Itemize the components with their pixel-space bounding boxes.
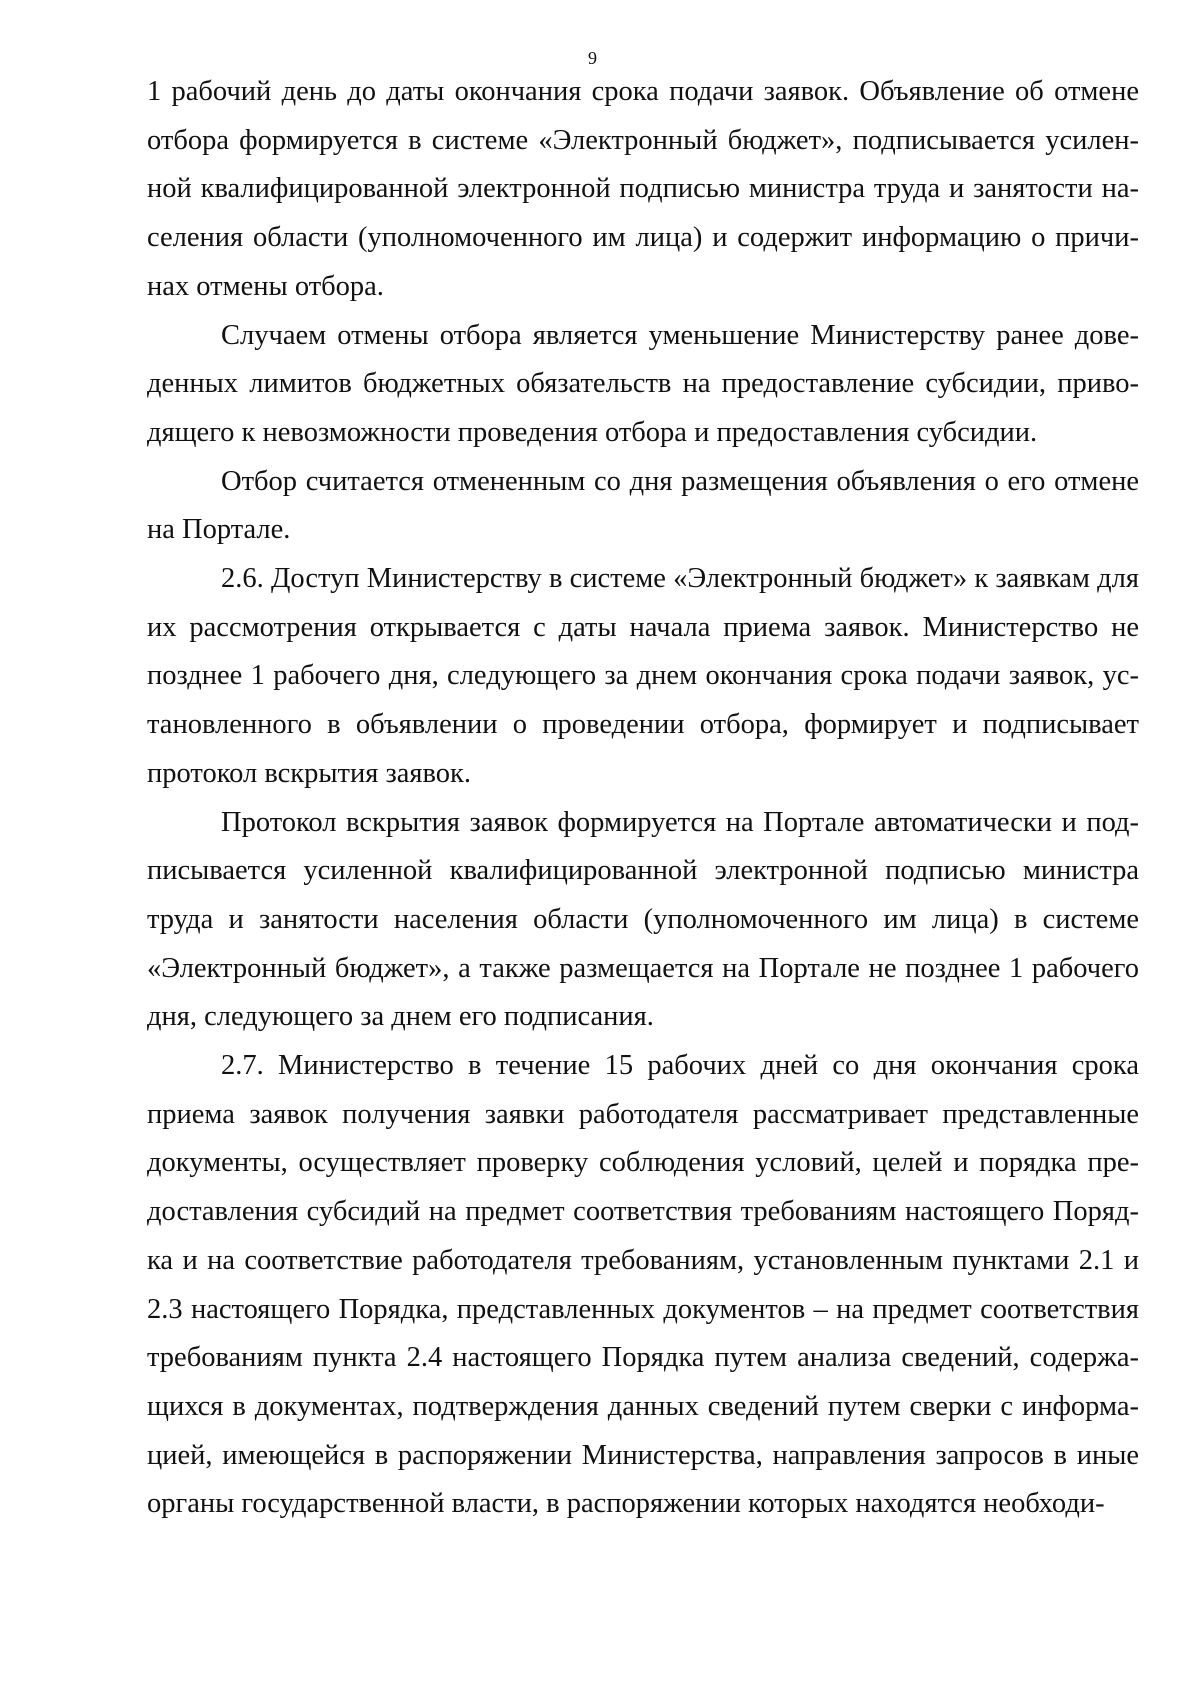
paragraph-cancellation-effective: Отбор считается отмененным со дня размещения объявления о его отмене на Портале. bbox=[147, 465, 1139, 546]
paragraph-2-7-review: 2.7. Министерство в течение 15 рабочих дней со дня окончания срока приема заявок получения заявки работодателя рассматривает представленные документы, осуществляет проверку соблюдения условий, целей и порядка предоставления субсидий на предмет соответствия требованиям настоящего Порядка и на соответствие работодателя требованиям, установленным пунктами 2.1 и 2.3 настоящего Порядка, представленных документов – на предмет соответствия требованиям пункта 2.4 настоящего Порядка путем анализа сведений, содержащихся в документах, подтверждения данных сведений путем сверки с информацией, имеющейся в распоряжении Министерства, направления запросов в иные органы государственной власти, в распоряжении которых находятся необходи- bbox=[147, 1050, 1139, 1520]
paragraph-cancellation-notice: 1 рабочий день до даты окончания срока подачи заявок. Объявление об отмене отбора формируется в системе «Электронный бюджет», подписывается усиленной квалифицированной электронной подписью министра труда и занятости населения области (уполномоченного им лица) и содержит информацию о причинах отмены отбора. bbox=[147, 76, 1139, 302]
paragraph-opening-protocol: Протокол вскрытия заявок формируется на Портале автоматически и подписывается усиленной квалифицированной электронной подписью министра труда и занятости населения области (уполномоченного им лица) в системе «Электронный бюджет», а также размещается на Портале не позднее 1 рабочего дня, следующего за днем его подписания. bbox=[147, 806, 1139, 1033]
paragraph-2-6-access: 2.6. Доступ Министерству в системе «Электронный бюджет» к заявкам для их рассмотрения открывается с даты начала приема заявок. Министерство не позднее 1 рабочего дня, следующего за днем окончания срока подачи заявок, установленного в объявлении о проведении отбора, формирует и подписывает протокол вскрытия заявок. bbox=[147, 563, 1139, 789]
paragraph-cancellation-case: Случаем отмены отбора является уменьшение Министерству ранее доведенных лимитов бюджетных обязательств на предоставление субсидии, приводящего к невозможности проведения отбора и предоставления субсидии. bbox=[147, 319, 1139, 448]
page-number: 9 bbox=[588, 48, 597, 68]
document-body bbox=[147, 68, 1139, 1529]
